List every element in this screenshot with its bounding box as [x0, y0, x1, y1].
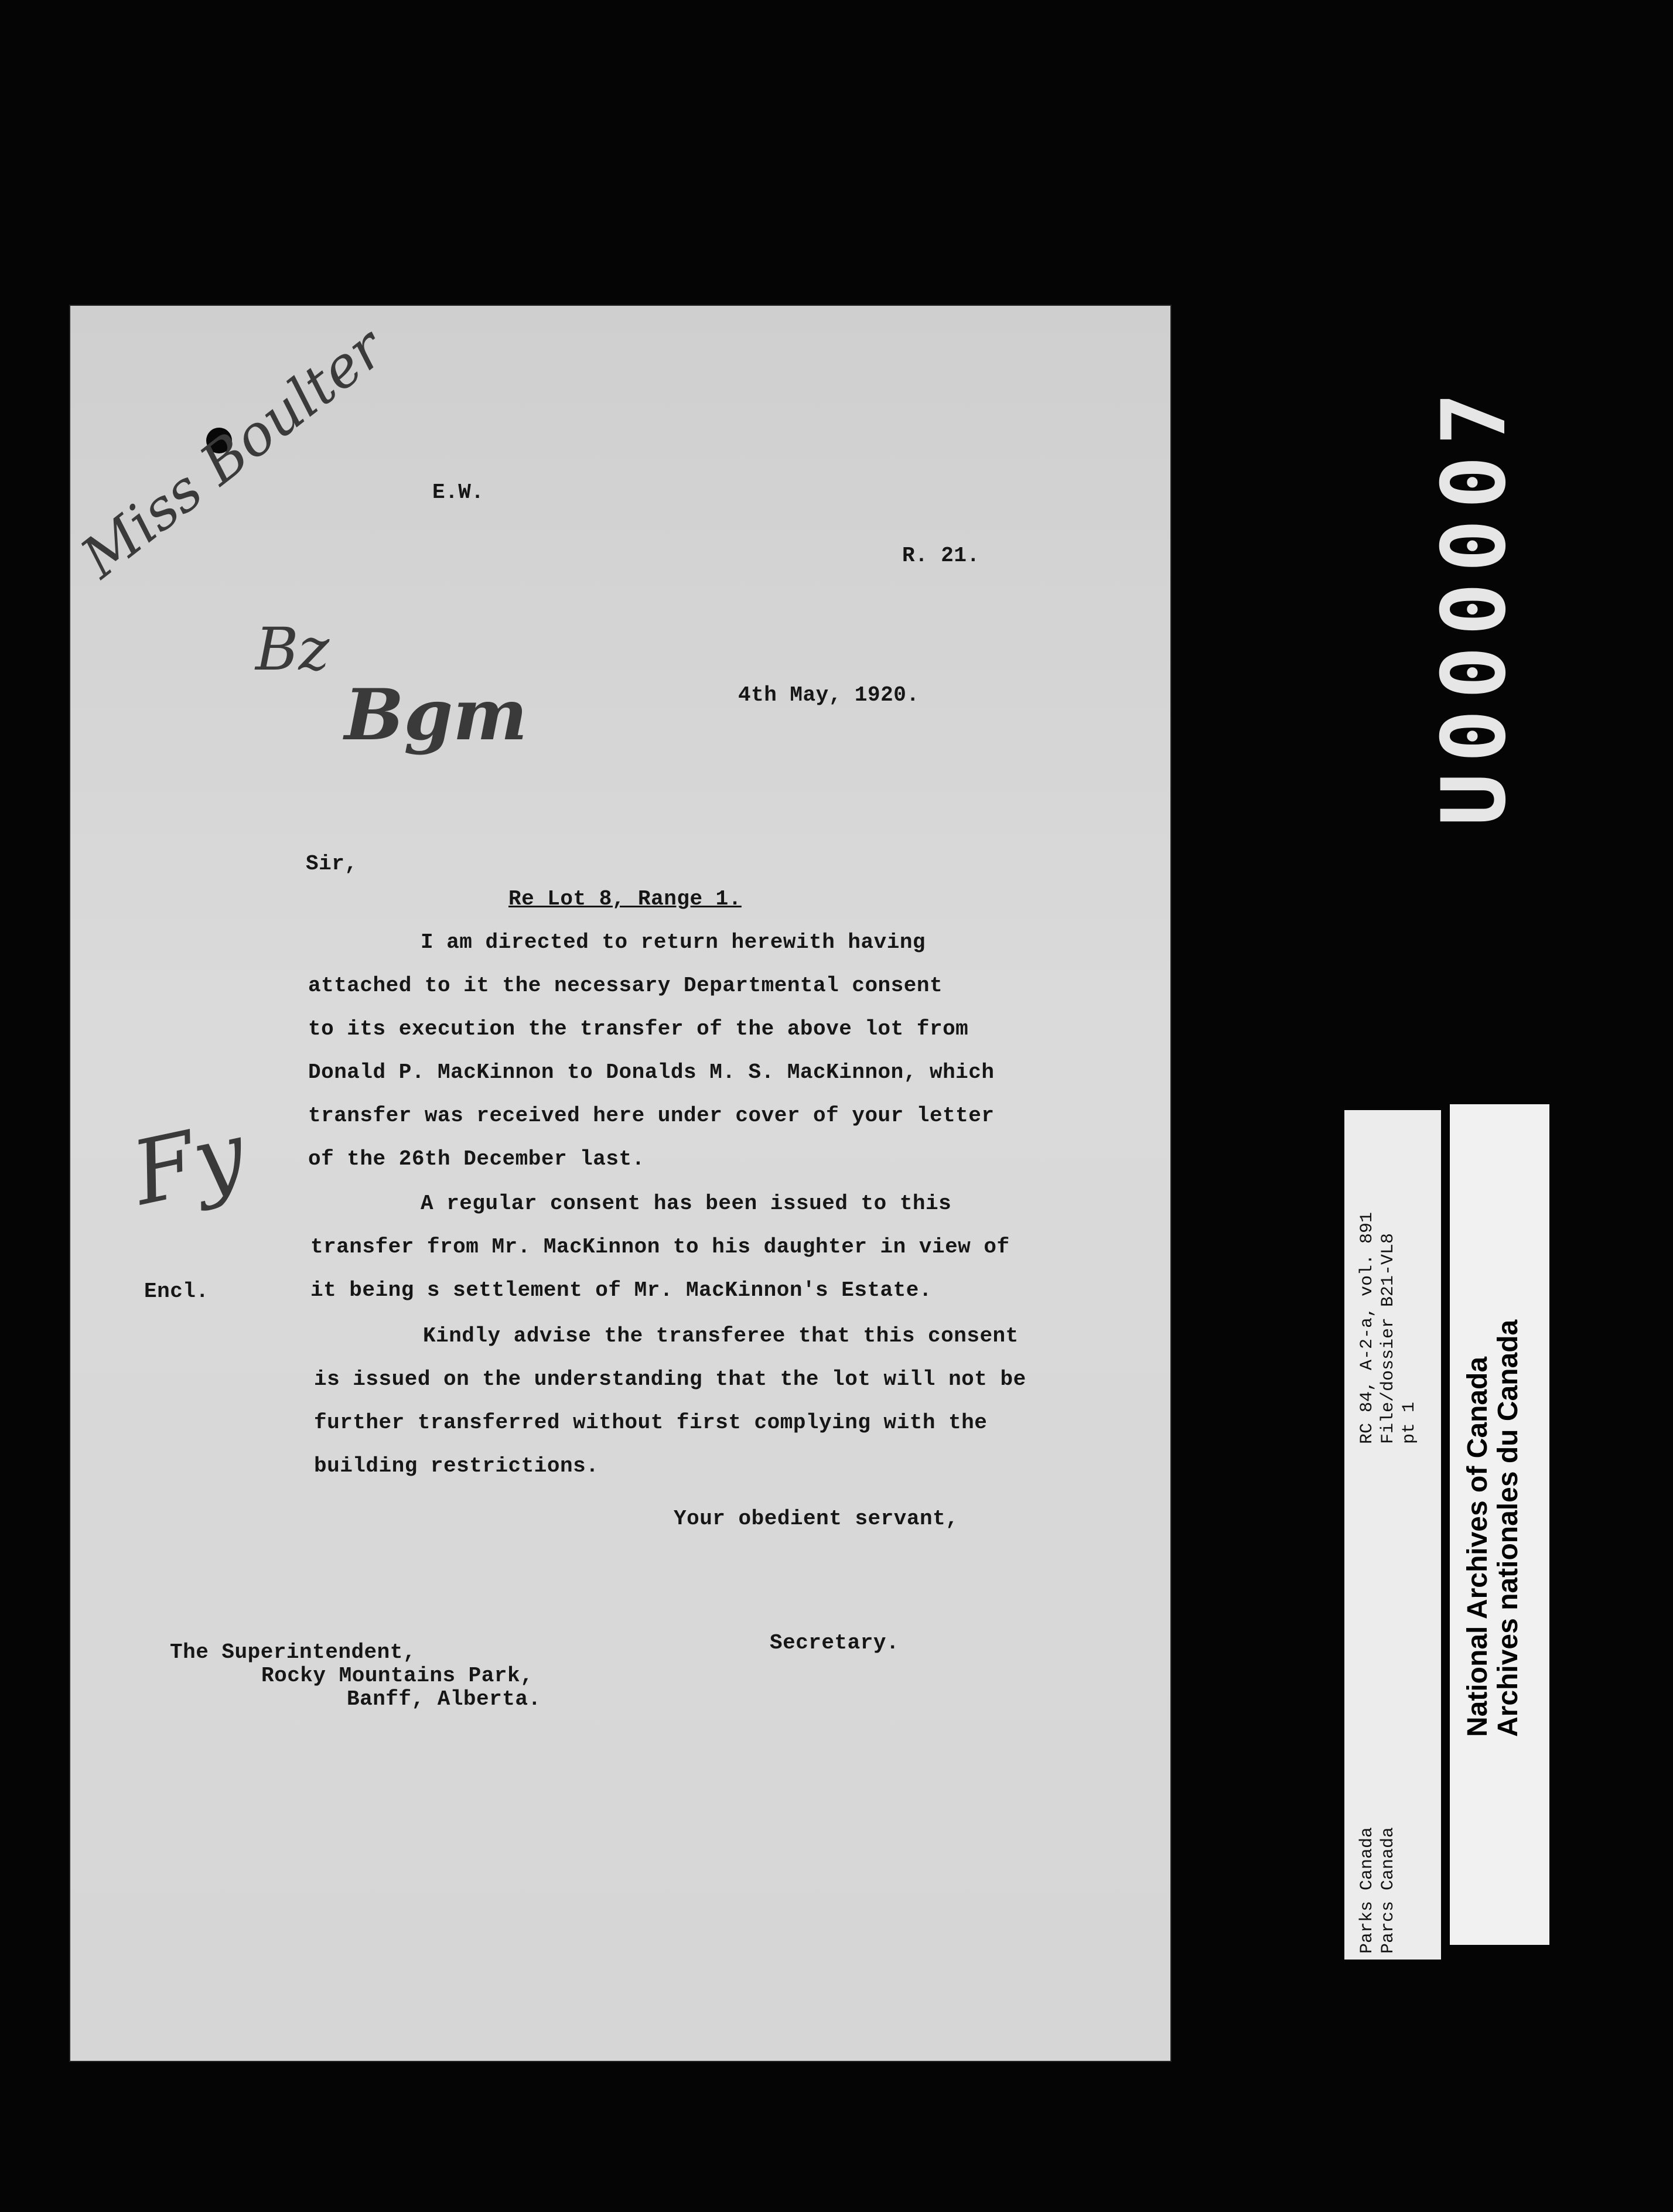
archive-part: pt 1	[1399, 1401, 1419, 1444]
initials: E.W.	[432, 480, 484, 504]
signature-title: Secretary.	[770, 1631, 900, 1655]
letter-page	[69, 305, 1172, 2062]
archive-label-institution	[1450, 1104, 1549, 1945]
agency-en: Parks Canada	[1357, 1827, 1377, 1954]
frame-number-text: U000007	[1423, 381, 1525, 826]
addressee-line: Rocky Mountains Park,	[261, 1664, 534, 1688]
para1-line: attached to it the necessary Departmental consent	[308, 974, 943, 998]
addressee-line: Banff, Alberta.	[347, 1687, 541, 1711]
para1-line: Donald P. MacKinnon to Donalds M. S. MacKinnon, which	[308, 1060, 995, 1084]
institution-fr: Archives nationales du Canada	[1493, 1319, 1524, 1737]
addressee-line: The Superintendent,	[170, 1640, 416, 1664]
para1-line: transfer was received here under cover of your letter	[308, 1104, 995, 1128]
frame-number	[1418, 252, 1525, 826]
para3-line: further transferred without first complying with the	[314, 1411, 988, 1435]
archive-reference: RC 84, A-2-a, vol. 891	[1357, 1211, 1377, 1444]
agency-fr: Parcs Canada	[1378, 1827, 1398, 1954]
archive-file: File/dossier B21-VL8	[1378, 1233, 1398, 1444]
handwritten-note-fy: Fy	[124, 1102, 254, 1226]
para3-line: building restrictions.	[314, 1454, 599, 1478]
para2-line: it being s settlement of Mr. MacKinnon's Estate.	[310, 1278, 932, 1302]
para2-line: A regular consent has been issued to this	[421, 1192, 952, 1216]
para1-line: to its execution the transfer of the above lot from	[308, 1017, 969, 1041]
salutation: Sir,	[306, 852, 358, 876]
closing: Your obedient servant,	[674, 1507, 959, 1531]
handwritten-note-bgm: Bgm	[344, 674, 528, 756]
para1-line: I am directed to return herewith having	[421, 930, 926, 954]
handwritten-note-bz: Bz	[255, 615, 330, 684]
institution-en: National Archives of Canada	[1462, 1356, 1493, 1737]
enclosure-note: Encl.	[144, 1279, 209, 1303]
subject-line: Re Lot 8, Range 1.	[508, 887, 742, 911]
para3-line: Kindly advise the transferee that this consent	[423, 1324, 1019, 1348]
para1-line: of the 26th December last.	[308, 1147, 645, 1171]
archive-label-reference	[1344, 1110, 1441, 1960]
para3-line: is issued on the understanding that the lot will not be	[314, 1367, 1026, 1391]
para2-line: transfer from Mr. MacKinnon to his daughter in view of	[310, 1235, 1010, 1259]
file-reference: R. 21.	[902, 544, 980, 568]
handwritten-note-miss-boulter: Miss Boulter	[69, 315, 396, 591]
letter-date: 4th May, 1920.	[738, 683, 920, 707]
